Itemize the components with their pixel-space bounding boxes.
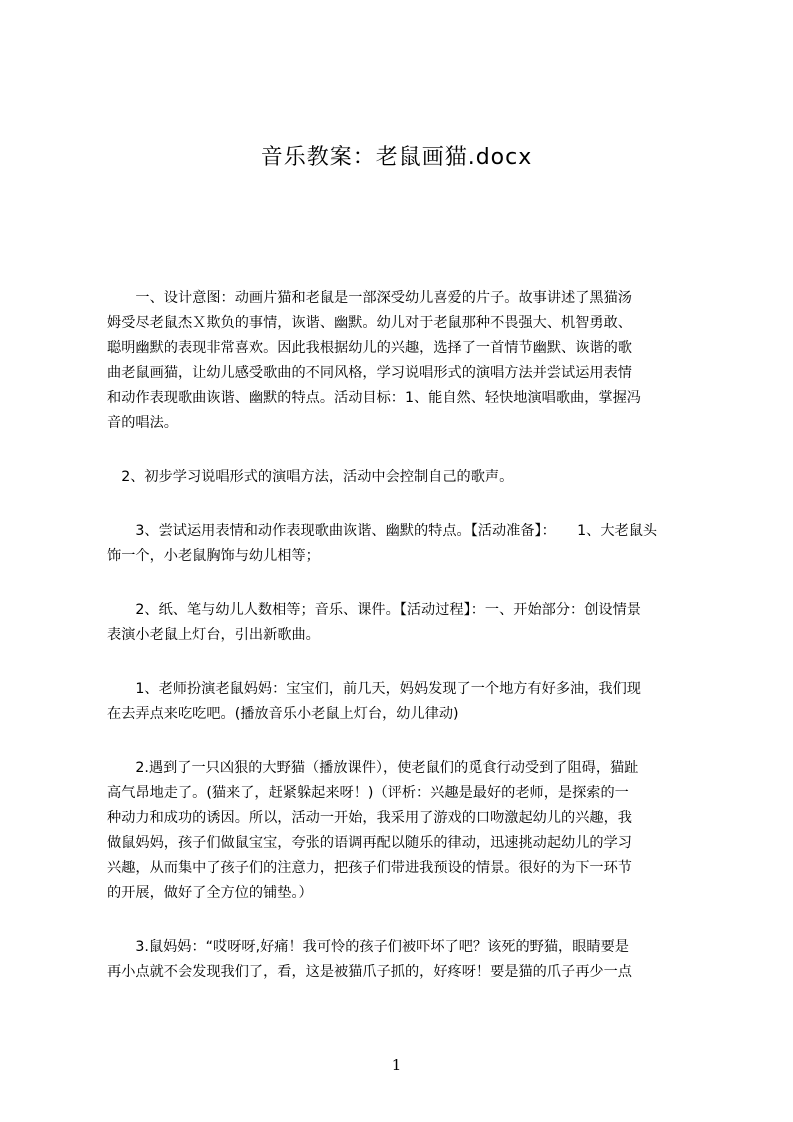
text-line: 做鼠妈妈，孩子们做鼠宝宝，夸张的语调再配以随乐的律动，迅速挑动起幼儿的学习 bbox=[107, 835, 632, 851]
text-line: 2.遇到了一只凶狠的大野猫（播放课件），使老鼠们的觅食行动受到了阻碍，猫趾 bbox=[107, 760, 639, 776]
document-title: 音乐教案：老鼠画猫.docx bbox=[260, 145, 533, 170]
text-line: 饰一个，小老鼠胸饰与幼儿相等； bbox=[107, 548, 320, 564]
text-line: 的开展，做好了全方位的铺垫。） bbox=[107, 885, 313, 901]
text-line: 曲老鼠画猫，让幼儿感受歌曲的不同风格，学习说唱形式的演唱方法并尝试运用表情 bbox=[107, 365, 632, 381]
paragraph-goal-3 bbox=[107, 519, 699, 569]
text-line: 聪明幽默的表现非常喜欢。因此我根据幼儿的兴趣，选择了一首情节幽默、诙谐的歌 bbox=[107, 340, 632, 356]
text-line: 姆受尽老鼠杰Ｘ欺负的事情，诙谐、幽默。幼儿对于老鼠那种不畏强大、机智勇敢、 bbox=[107, 315, 632, 331]
paragraph-goal-2 bbox=[107, 465, 699, 490]
paragraph-process-1 bbox=[107, 677, 699, 727]
text-line: 2、初步学习说唱形式的演唱方法，活动中会控制自己的歌声。 bbox=[107, 469, 514, 485]
text-line: 一、设计意图：动画片猫和老鼠是一部深受幼儿喜爱的片子。故事讲述了黑猫汤 bbox=[107, 290, 632, 306]
paragraph-process-3 bbox=[107, 935, 699, 985]
text-line: 再小点就不会发现我们了，看，这是被猫爪子抓的，好疼呀！要是猫的爪子再少一点 bbox=[107, 964, 632, 980]
text-line: 种动力和成功的诱因。所以，活动一开始，我采用了游戏的口吻激起幼儿的兴趣，我 bbox=[107, 810, 632, 826]
page-number: 1 bbox=[391, 1056, 402, 1074]
paragraph-preparation-2 bbox=[107, 598, 699, 648]
text-line: 音的唱法。 bbox=[107, 415, 178, 431]
text-line: 表演小老鼠上灯台，引出新歌曲。 bbox=[107, 627, 320, 643]
text-line: 在去弄点来吃吃吧。(播放音乐小老鼠上灯台，幼儿律动) bbox=[107, 706, 459, 722]
text-line: 1、老师扮演老鼠妈妈：宝宝们，前几天，妈妈发现了一个地方有好多油，我们现 bbox=[107, 681, 641, 697]
text-line: 高气昂地走了。(猫来了，赶紧躲起来呀！)（评析：兴趣是最好的老师，是探索的一 bbox=[107, 785, 629, 801]
text-line: 2、纸、笔与幼儿人数相等；音乐、课件。【活动过程】：一、开始部分：创设情景 bbox=[107, 602, 641, 618]
text-line: 和动作表现歌曲诙谐、幽默的特点。活动目标：1、能自然、轻快地演唱歌曲，掌握冯 bbox=[107, 390, 641, 406]
text-line: 兴趣，从而集中了孩子们的注意力，把孩子们带进我预设的情景。很好的为下一环节 bbox=[107, 860, 632, 876]
paragraph-design-intent bbox=[107, 286, 699, 436]
text-line: 3.鼠妈妈：“哎呀呀,好痛！我可怜的孩子们被吓坏了吧？该死的野猫，眼睛要是 bbox=[107, 939, 629, 955]
paragraph-process-2 bbox=[107, 756, 699, 906]
text-line: 3、尝试运用表情和动作表现歌曲诙谐、幽默的特点。【活动准备】： 1、大老鼠头 bbox=[107, 523, 658, 539]
document-body bbox=[107, 286, 699, 985]
